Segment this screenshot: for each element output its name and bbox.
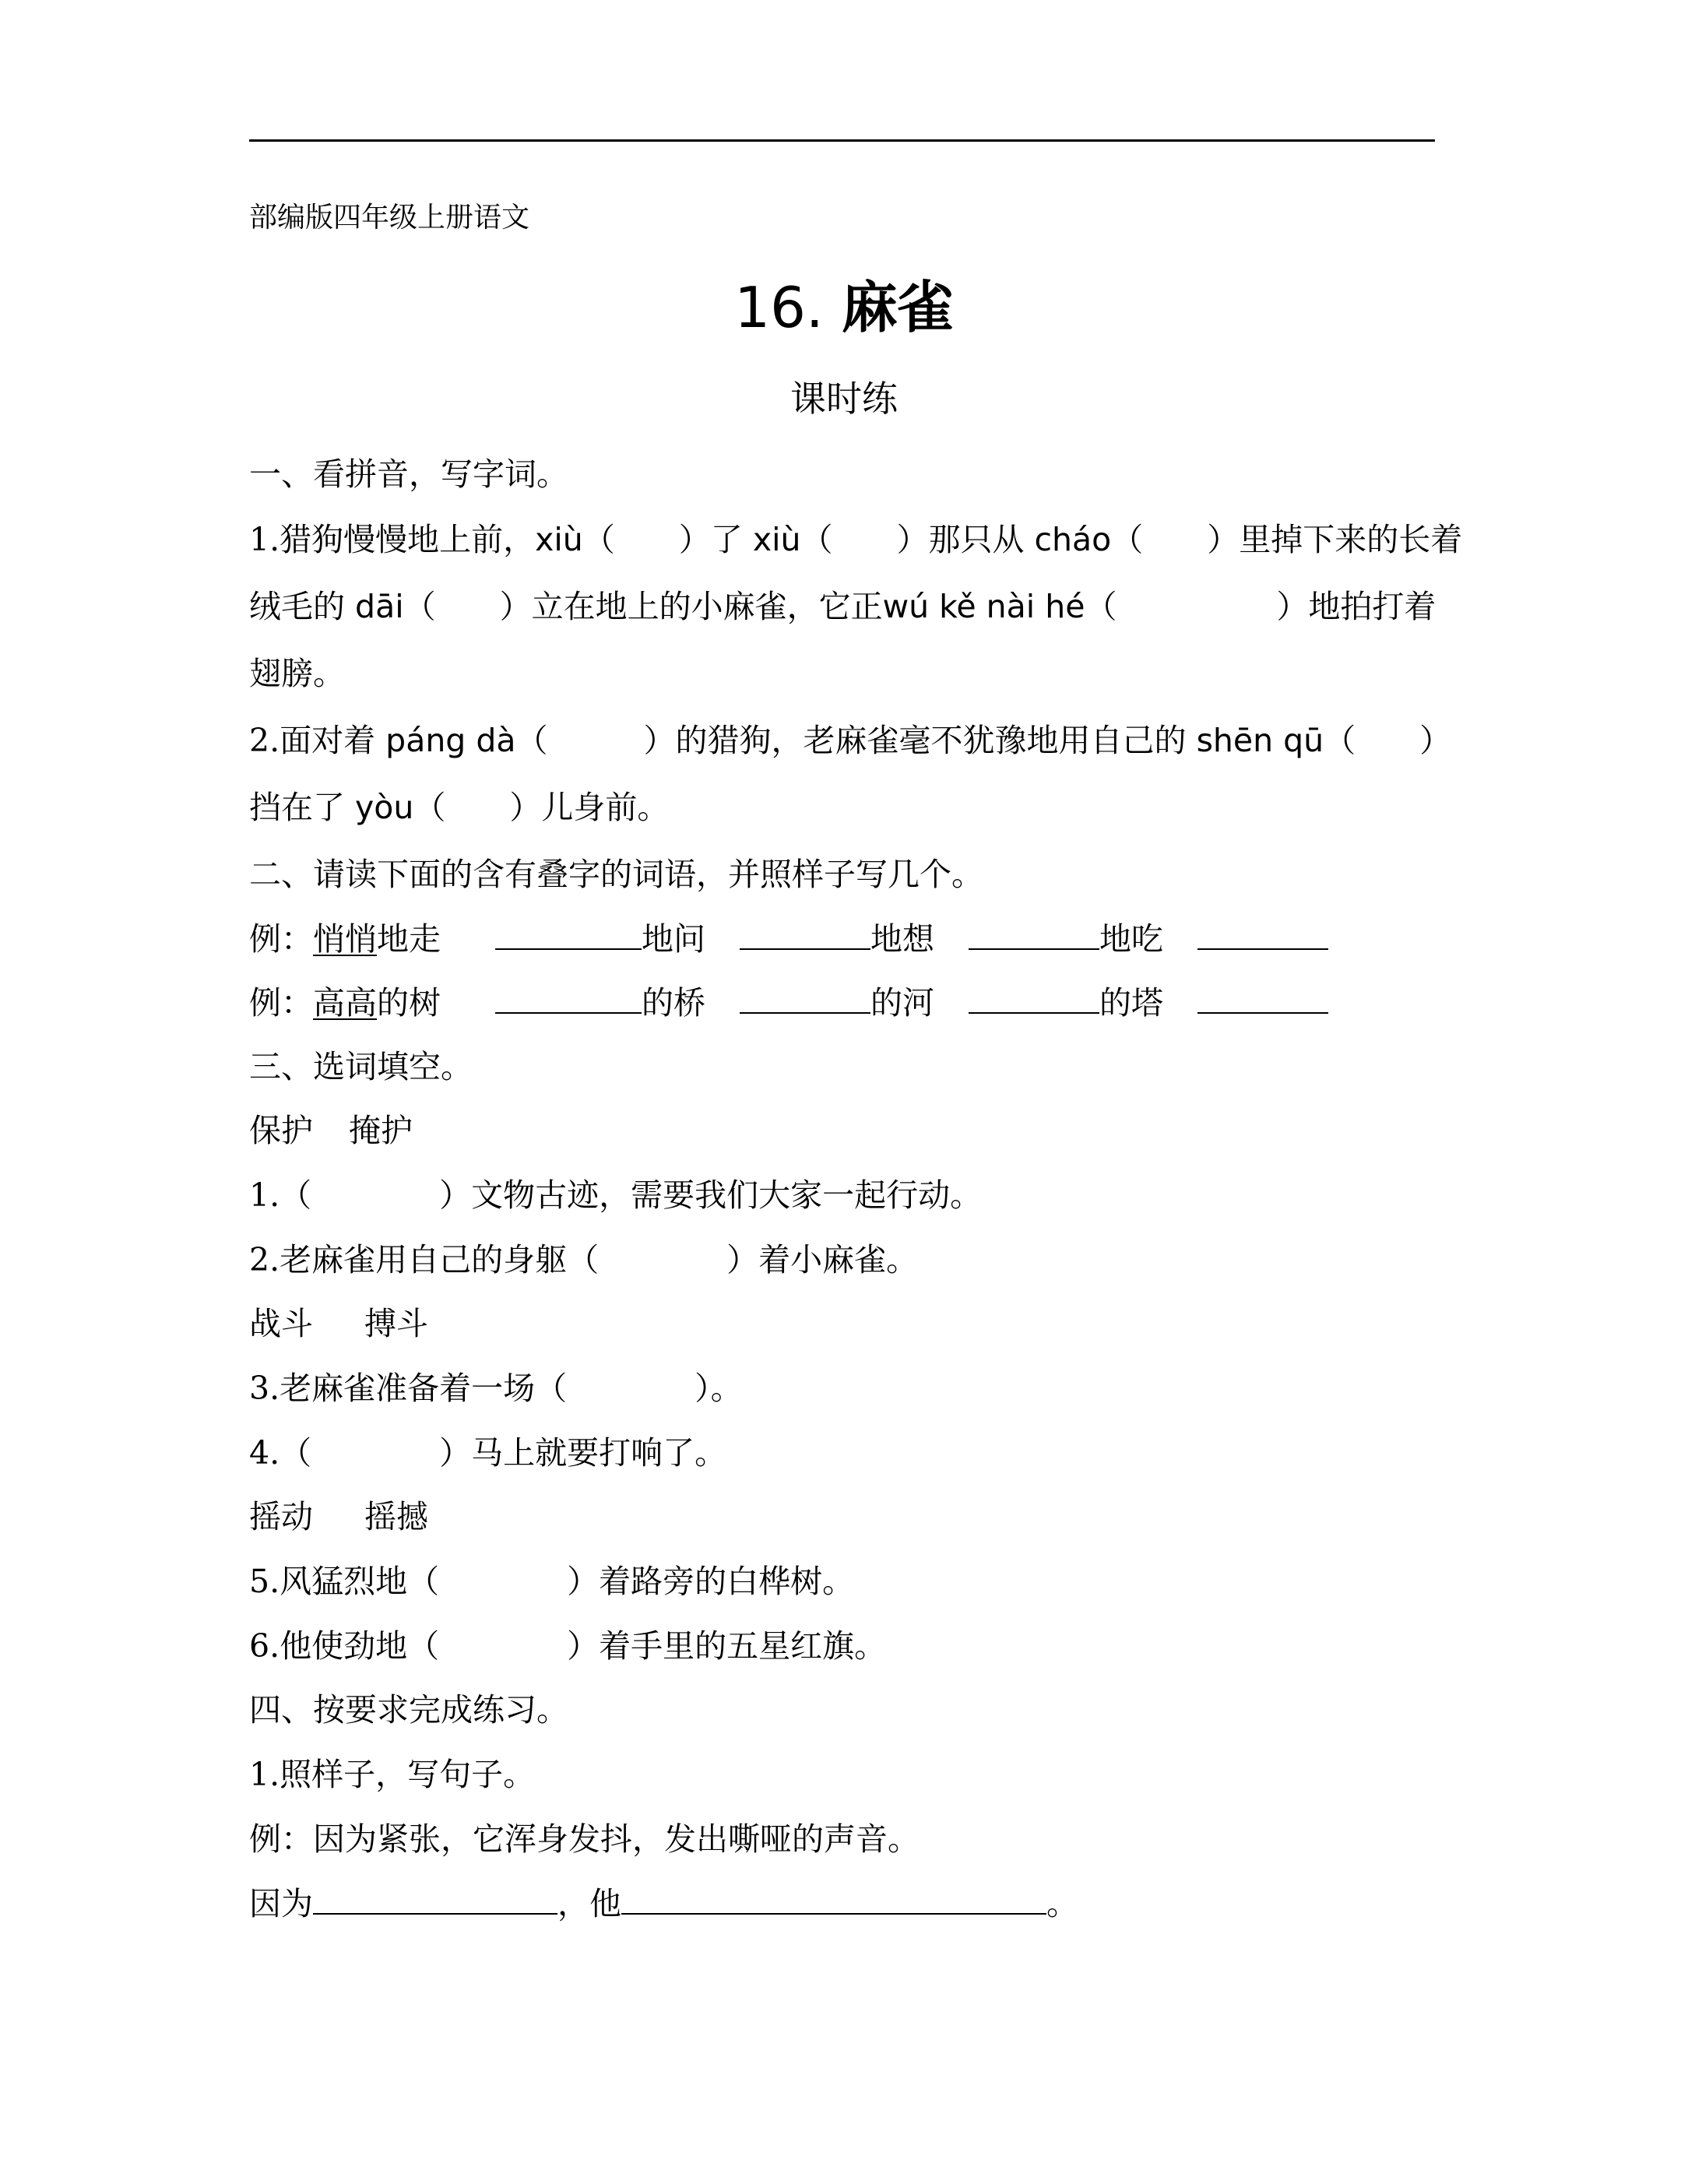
- s1-q1-line1: [249, 519, 1462, 561]
- answer-blank[interactable]: [740, 981, 870, 1014]
- lesson-title: [0, 273, 1688, 343]
- s3-question-1: 1.（ ）文物古迹，需要我们大家一起行动。: [249, 1176, 983, 1214]
- s1-q1-text-f: 立在地上的小麻雀，它正: [531, 588, 883, 625]
- s4-question-1: 1.照样子，写句子。: [249, 1756, 536, 1793]
- subject-header: 部编版四年级上册语文: [249, 202, 530, 234]
- duplicated-word: 悄悄: [313, 920, 377, 958]
- answer-paren[interactable]: （ ）: [1085, 588, 1309, 625]
- s1-q1-text-b: 了: [710, 521, 743, 558]
- s4-example-sentence: 例：因为紧张，它浑身发抖，发出嘶哑的声音。: [249, 1820, 920, 1858]
- word-option: 保护: [249, 1112, 313, 1149]
- s1-q1-text-h: 翅膀。: [249, 655, 345, 692]
- s3-question-5: 5.风猛烈地（ ）着路旁的白桦树。: [249, 1563, 855, 1600]
- pinyin-xiu-1: xiù: [535, 521, 583, 558]
- answer-blank[interactable]: [495, 917, 642, 950]
- word-choice-pair-2: [249, 1303, 428, 1345]
- example-phrase-end: 地走: [377, 920, 441, 958]
- pinyin-you: yòu: [355, 789, 414, 826]
- prompt-word: 的塔: [1099, 984, 1163, 1022]
- section-4-heading: 四、按要求完成练习。: [249, 1691, 568, 1729]
- example-prefix: 例：: [249, 984, 313, 1022]
- section-1-heading: 一、看拼音，写字词。: [249, 455, 568, 493]
- s3-question-2: 2.老麻雀用自己的身躯（ ）着小麻雀。: [249, 1241, 919, 1278]
- lesson-name: 麻雀: [841, 275, 954, 340]
- header-rule: [249, 139, 1435, 142]
- s1-q2-text-a: 2.面对着: [249, 722, 376, 759]
- answer-paren[interactable]: （ ）: [1324, 722, 1452, 759]
- s1-q2-line2: [249, 786, 669, 828]
- s3-question-4: 4.（ ）马上就要打响了。: [249, 1434, 727, 1472]
- prompt-word: 地想: [870, 920, 934, 958]
- example-prefix: 例：: [249, 920, 313, 958]
- answer-paren[interactable]: （ ）: [1111, 521, 1240, 558]
- lesson-number: 16.: [734, 275, 824, 340]
- s1-q1-text-g: 地拍打着: [1308, 588, 1437, 625]
- s4-sentence-pattern: [249, 1882, 1078, 1925]
- pattern-text: 。: [1046, 1885, 1078, 1922]
- answer-blank[interactable]: [969, 917, 1099, 950]
- word-option: 掩护: [349, 1112, 413, 1149]
- pinyin-shenqu: shēn qū: [1196, 722, 1324, 759]
- example-phrase-end: 的树: [377, 984, 441, 1022]
- pattern-text: ，他: [557, 1885, 621, 1922]
- s2-example-row-2: [249, 981, 1328, 1024]
- answer-blank[interactable]: [1197, 981, 1328, 1014]
- section-3-heading: 三、选词填空。: [249, 1048, 473, 1085]
- s1-q1-line2: [249, 586, 1436, 628]
- answer-blank[interactable]: [1197, 917, 1328, 950]
- s1-q2-text-c: 挡在了: [249, 789, 345, 826]
- word-option: 战斗: [249, 1305, 313, 1342]
- s3-question-3: 3.老麻雀准备着一场（ ）。: [249, 1370, 743, 1407]
- answer-paren[interactable]: （ ）: [515, 722, 676, 759]
- s1-q2-text-d: 儿身前。: [541, 789, 670, 826]
- section-2-heading: 二、请读下面的含有叠字的词语，并照样子写几个。: [249, 856, 983, 893]
- s1-q1-text-d: 里掉下来的长着: [1239, 521, 1463, 558]
- prompt-word: 地吃: [1099, 920, 1163, 958]
- pattern-text: 因为: [249, 1885, 313, 1922]
- pinyin-pangda: páng dà: [385, 722, 516, 759]
- s1-q2-text-b: 的猎狗，老麻雀毫不犹豫地用自己的: [675, 722, 1187, 759]
- word-choice-pair-3: [249, 1496, 428, 1538]
- s1-q1-text-c: 那只从: [928, 521, 1025, 558]
- word-option: 摇动: [249, 1498, 313, 1535]
- answer-paren[interactable]: （ ）: [403, 588, 532, 625]
- duplicated-word: 高高: [313, 984, 377, 1022]
- answer-paren[interactable]: （ ）: [413, 789, 542, 826]
- s1-q1-text-a: 1.猎狗慢慢地上前，: [249, 521, 536, 558]
- s1-q1-text-e: 绒毛的: [249, 588, 345, 625]
- answer-blank[interactable]: [313, 1882, 557, 1915]
- answer-blank[interactable]: [740, 917, 870, 950]
- word-choice-pair-1: [249, 1110, 413, 1152]
- answer-paren[interactable]: （ ）: [582, 521, 711, 558]
- lesson-subtitle: 课时练: [790, 378, 898, 420]
- prompt-word: 的河: [870, 984, 934, 1022]
- s3-question-6: 6.他使劲地（ ）着手里的五星红旗。: [249, 1627, 887, 1665]
- answer-blank[interactable]: [495, 981, 642, 1014]
- answer-paren[interactable]: （ ）: [800, 521, 929, 558]
- prompt-word: 地问: [642, 920, 705, 958]
- word-option: 搏斗: [364, 1305, 428, 1342]
- prompt-word: 的桥: [642, 984, 705, 1022]
- answer-blank[interactable]: [969, 981, 1099, 1014]
- answer-blank[interactable]: [621, 1882, 1046, 1915]
- s1-q2-line1: [249, 719, 1451, 761]
- s2-example-row-1: [249, 917, 1328, 960]
- pinyin-xiu-2: xiù: [752, 521, 801, 558]
- pinyin-dai: dāi: [355, 588, 404, 625]
- pinyin-chao: cháo: [1034, 521, 1112, 558]
- pinyin-wukenaihe: wú kě nài hé: [882, 588, 1085, 625]
- word-option: 摇撼: [364, 1498, 428, 1535]
